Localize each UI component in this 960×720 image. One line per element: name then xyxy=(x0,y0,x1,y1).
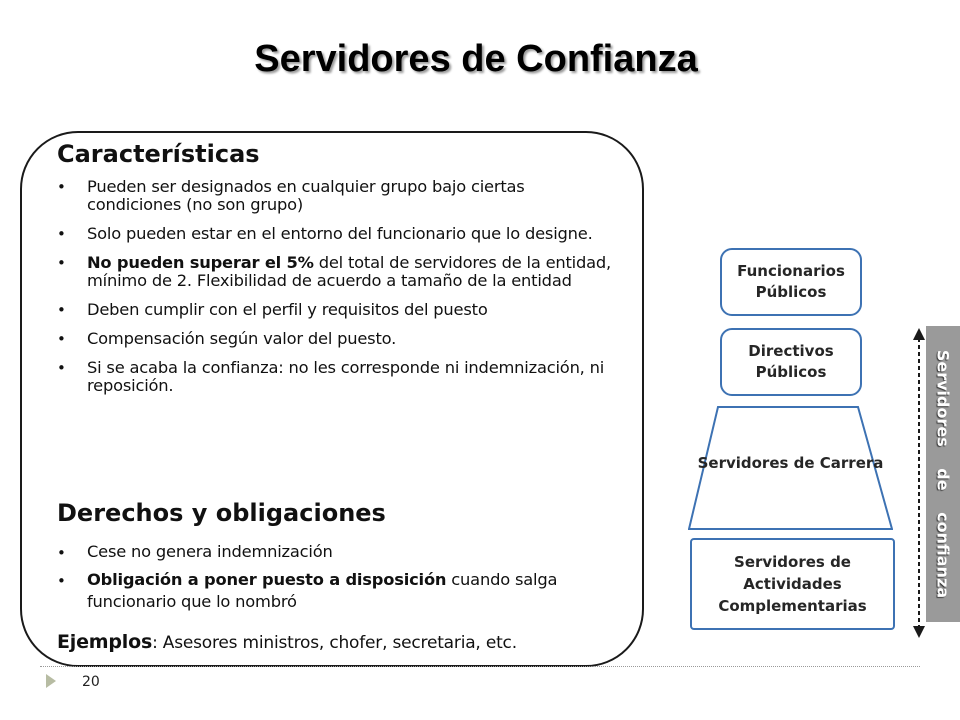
carrera-label: Servidores de Carrera xyxy=(697,454,884,472)
directivos-box: Directivos Públicos xyxy=(720,328,862,396)
page-number: 20 xyxy=(82,674,100,690)
list-item: • Deben cumplir con el perfil y requisitos del puesto xyxy=(57,301,617,319)
funcionarios-box: Funcionarios Públicos xyxy=(720,248,862,316)
list-item: • Cese no genera indemnización xyxy=(57,541,617,563)
list-item: • Obligación a poner puesto a disposición cuando salga funcionario que lo nombró xyxy=(57,569,617,613)
caracteristicas-heading: Características xyxy=(57,140,260,168)
footer-divider xyxy=(40,666,920,667)
list-item: • No pueden superar el 5% del total de servidores de la entidad, mínimo de 2. Flexibilidad de acuerdo a tamaño de la entidad xyxy=(57,254,617,290)
derechos-heading: Derechos y obligaciones xyxy=(57,499,386,527)
ejemplos-line xyxy=(57,631,517,653)
caracteristicas-list xyxy=(57,178,617,406)
footer-arrow-icon xyxy=(46,674,56,688)
side-band-label: Servidores de confianza xyxy=(933,349,953,599)
list-item: • Solo pueden estar en el entorno del funcionario que lo designe. xyxy=(57,225,617,243)
ejemplos-label: Ejemplos xyxy=(57,631,153,653)
list-item: • Compensación según valor del puesto. xyxy=(57,330,617,348)
actividades-box: Servidores de Actividades Complementarias xyxy=(690,538,895,630)
ejemplos-text: : Asesores ministros, chofer, secretaria, etc. xyxy=(152,633,517,653)
list-item: • Si se acaba la confianza: no les corresponde ni indemnización, ni reposición. xyxy=(57,359,617,395)
derechos-list xyxy=(57,541,617,619)
list-item: • Pueden ser designados en cualquier grupo bajo ciertas condiciones (no son grupo) xyxy=(57,178,617,214)
slide-title: Servidores de Confianza xyxy=(254,38,698,80)
